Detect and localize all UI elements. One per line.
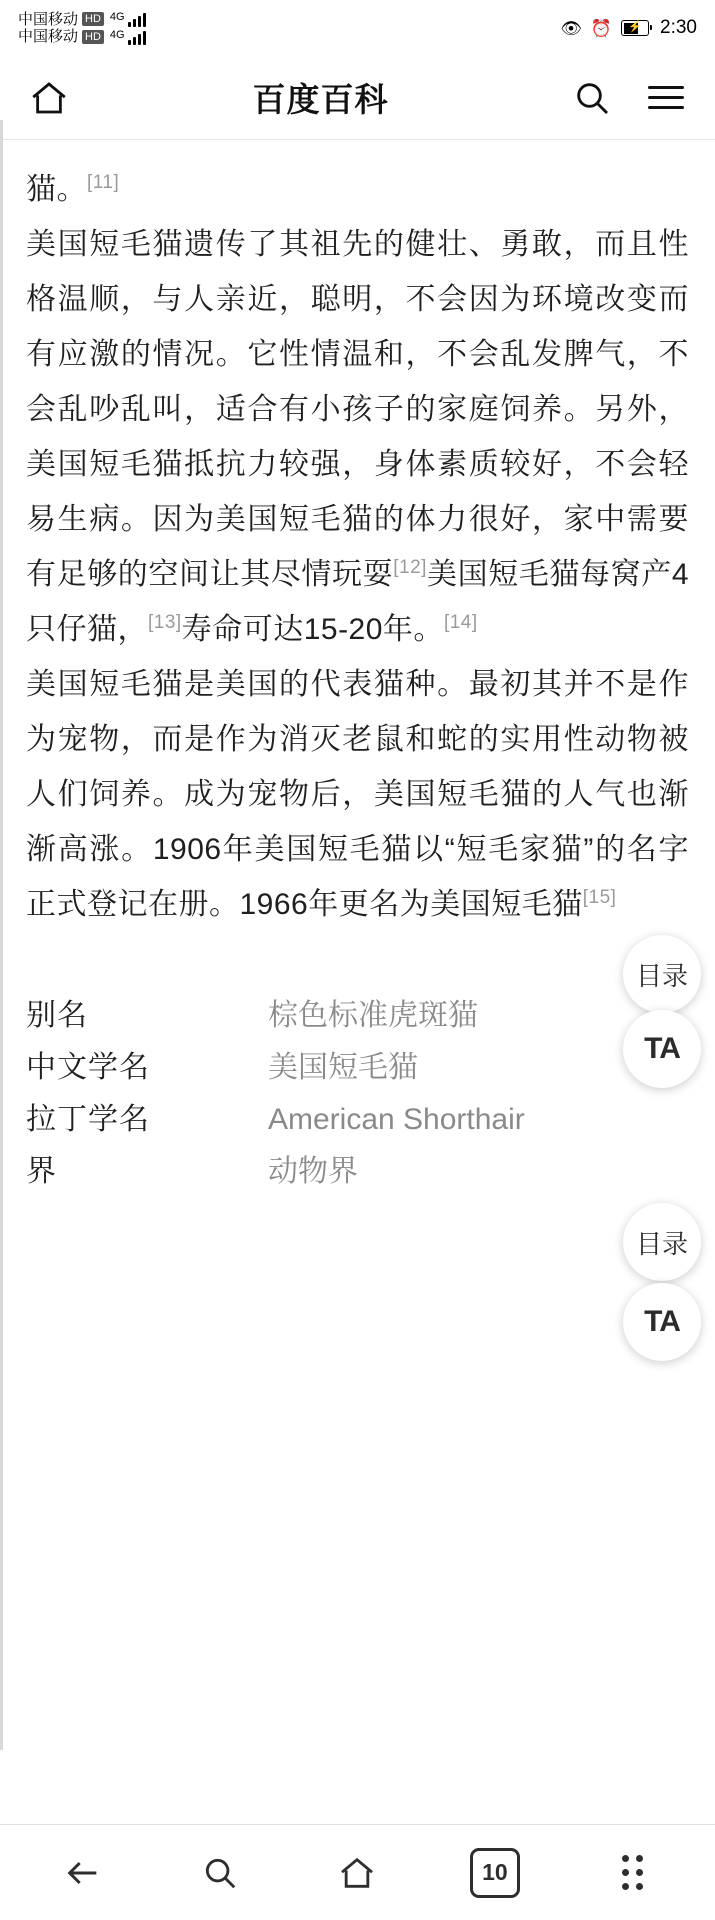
signal-bars-primary-icon (128, 11, 146, 27)
more-dots-icon[interactable] (592, 1838, 672, 1908)
browser-bottom-nav (0, 1824, 715, 1920)
home-icon[interactable] (26, 75, 72, 121)
hd-badge-primary: HD (82, 12, 104, 26)
info-row-alias (26, 990, 689, 1042)
catalog-fab-top-label: 目录 (635, 960, 688, 991)
carrier-name-secondary: 中国移动 (18, 28, 79, 45)
paragraph-2-part-a: 美国短毛猫是美国的代表猫种。最初其并不是作为宠物，而是作为消灭老鼠和蛇的实用性动物被人们饲养。成为宠物后，美国短毛猫的人气也渐渐高涨。1906年美国短毛猫以“短毛家猫”的名字正式登记在册。1966年更名为美国短毛猫 (26, 668, 689, 921)
tab-count-button[interactable] (455, 1838, 535, 1908)
carrier-name-primary: 中国移动 (18, 10, 79, 28)
reference-12[interactable]: [12] (393, 557, 427, 578)
info-value: 棕色标准虎斑猫 (268, 999, 478, 1032)
signal-primary (110, 11, 146, 27)
app-header-actions (569, 75, 689, 121)
hamburger-menu-icon[interactable] (643, 75, 689, 121)
catalog-fab-bottom[interactable] (623, 1203, 701, 1281)
reference-14[interactable]: [14] (443, 612, 478, 633)
back-arrow-icon[interactable] (43, 1838, 123, 1908)
paragraph-1-part-b: 美国短毛猫每窝产4只仔猫， (26, 558, 690, 646)
eye-icon: 👁 (560, 18, 582, 38)
alarm-icon: ⏰ (590, 18, 613, 38)
search-icon[interactable] (180, 1838, 260, 1908)
app-header (0, 56, 715, 140)
reference-13[interactable]: [13] (148, 612, 182, 633)
hd-badge-secondary: HD (82, 30, 104, 44)
signal-secondary (110, 29, 146, 45)
paragraph-0-text: 猫。 (26, 173, 87, 206)
info-row-latin-name (26, 1094, 689, 1146)
info-key: 拉丁学名 (26, 1103, 150, 1136)
info-key: 别名 (26, 999, 88, 1032)
page-title: 百度百科 (252, 81, 389, 118)
info-row-chinese-name (26, 1042, 689, 1094)
info-table (26, 990, 689, 1198)
paragraph-0 (26, 140, 689, 217)
paragraph-1-part-c: 寿命可达15-20年。 (181, 613, 444, 646)
paragraph-1-part-a: 美国短毛猫遗传了其祖先的健壮、勇敢，而且性格温顺，与人亲近，聪明，不会因为环境改变而有应激的情况。它性情温和，不会乱发脾气，不会乱吵乱叫，适合有小孩子的家庭饲养。另外，美国短毛猫抵抗力较强，身体素质较好，不会轻易生病。因为美国短毛猫的体力很好，家中需要有足够的空间让其尽情玩耍 (26, 228, 689, 591)
catalog-fab-top[interactable] (623, 935, 701, 1013)
tab-count-label: 10 (470, 1848, 520, 1898)
carrier-info (18, 11, 146, 46)
paragraph-2 (26, 657, 689, 932)
status-bar-left (18, 11, 146, 46)
network-type-primary: 4G (109, 11, 125, 24)
ta-fab-top-label: TA (644, 1032, 680, 1065)
status-bar-clock: 2:30 (660, 17, 697, 38)
status-bar (0, 0, 715, 56)
search-icon[interactable] (569, 75, 615, 121)
battery-charging-icon: ⚡ (621, 20, 649, 36)
reference-15[interactable]: [15] (582, 887, 617, 908)
ta-fab-bottom-label: TA (644, 1305, 680, 1338)
carrier-row-primary (18, 11, 146, 28)
network-type-secondary: 4G (109, 28, 125, 41)
info-value: American Shorthair (268, 1103, 525, 1136)
signal-bars-secondary-icon (128, 29, 146, 45)
reference-11[interactable]: [11] (87, 172, 120, 193)
info-row-kingdom (26, 1146, 689, 1198)
info-key: 界 (26, 1155, 57, 1188)
ta-fab-top[interactable] (623, 1010, 701, 1088)
article-content (0, 140, 715, 1198)
info-key: 中文学名 (26, 1051, 150, 1084)
carrier-row-secondary (18, 28, 146, 45)
info-value: 美国短毛猫 (268, 1051, 418, 1084)
info-value: 动物界 (268, 1155, 358, 1188)
status-bar-right (560, 17, 697, 39)
catalog-fab-bottom-label: 目录 (635, 1228, 688, 1259)
home-icon[interactable] (317, 1838, 397, 1908)
ta-fab-bottom[interactable] (623, 1283, 701, 1361)
paragraph-1 (26, 217, 689, 657)
